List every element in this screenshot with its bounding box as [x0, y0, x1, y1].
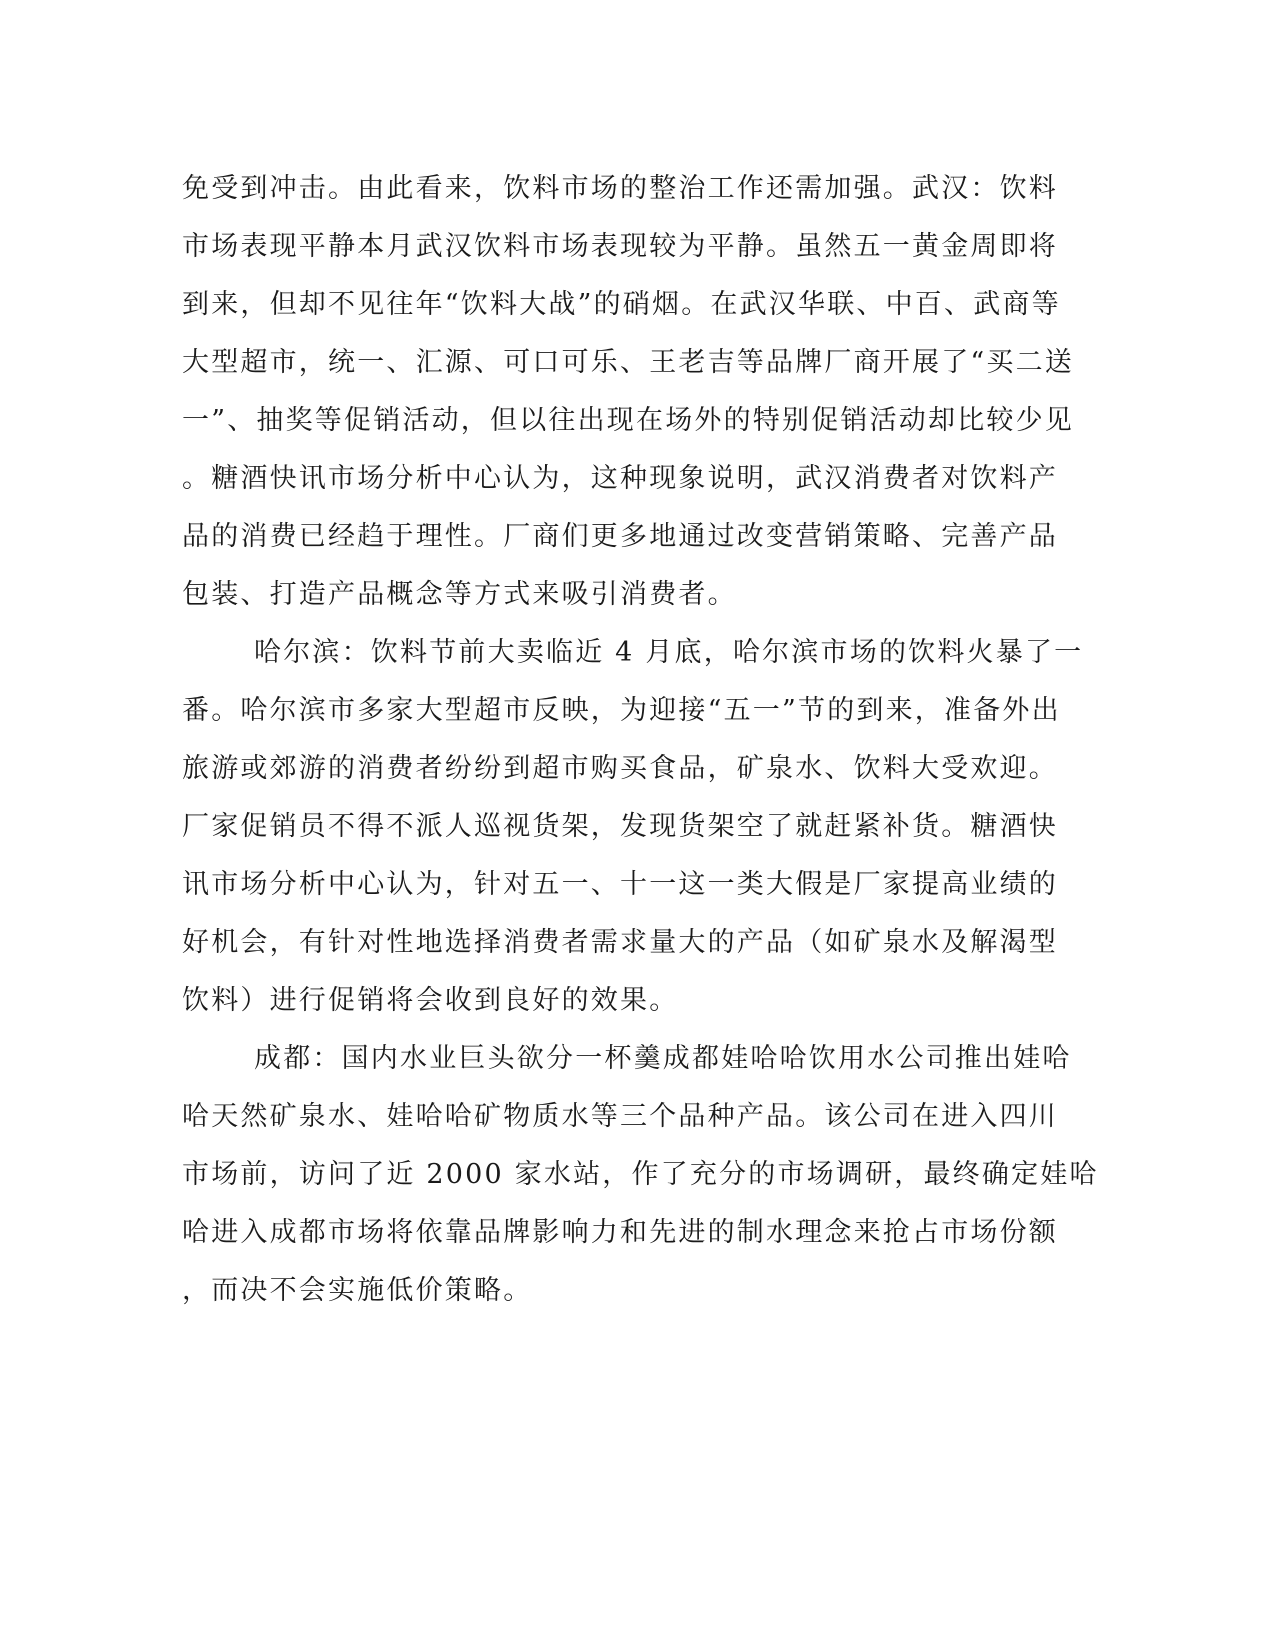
- text-line: 饮料）进行促销将会收到良好的效果。: [182, 985, 679, 1016]
- paragraph-start-chengdu: 成都：国内水业巨头欲分一杯羹成都娃哈哈饮用水公司推出娃哈: [254, 1043, 1072, 1074]
- text-line: 厂家促销员不得不派人巡视货架，发现货架空了就赶紧补货。糖酒快: [182, 811, 1058, 842]
- paragraph-start-harbin: 哈尔滨：饮料节前大卖临近 4 月底，哈尔滨市场的饮料火暴了一: [254, 637, 1084, 668]
- text-line: 免受到冲击。由此看来，饮料市场的整治工作还需加强。武汉：饮料: [182, 173, 1058, 204]
- text-line: 市场表现平静本月武汉饮料市场表现较为平静。虽然五一黄金周即将: [182, 231, 1058, 262]
- text-line: 一”、抽奖等促销活动，但以往出现在场外的特别促销活动却比较少见: [182, 405, 1075, 436]
- text-line: ，而决不会实施低价策略。: [182, 1275, 533, 1306]
- text-line: 番。哈尔滨市多家大型超市反映，为迎接“五一”节的到来，准备外出: [182, 695, 1061, 726]
- text-line: 品的消费已经趋于理性。厂商们更多地通过改变营销策略、完善产品: [182, 521, 1058, 552]
- text-line: 市场前，访问了近 2000 家水站，作了充分的市场调研，最终确定娃哈: [182, 1159, 1099, 1190]
- text-line: 哈进入成都市场将依靠品牌影响力和先进的制水理念来抢占市场份额: [182, 1217, 1058, 1248]
- document-body: [182, 160, 1099, 1320]
- text-line: 包装、打造产品概念等方式来吸引消费者。: [182, 579, 737, 610]
- text-line: 旅游或郊游的消费者纷纷到超市购买食品，矿泉水、饮料大受欢迎。: [182, 753, 1058, 784]
- text-line: 。糖酒快讯市场分析中心认为，这种现象说明，武汉消费者对饮料产: [182, 463, 1058, 494]
- text-line: 讯市场分析中心认为，针对五一、十一这一类大假是厂家提高业绩的: [182, 869, 1058, 900]
- text-line: 大型超市，统一、汇源、可口可乐、王老吉等品牌厂商开展了“买二送: [182, 347, 1075, 378]
- text-line: 到来，但却不见往年“饮料大战”的硝烟。在武汉华联、中百、武商等: [182, 289, 1061, 320]
- text-line: 哈天然矿泉水、娃哈哈矿物质水等三个品种产品。该公司在进入四川: [182, 1101, 1058, 1132]
- text-line: 好机会，有针对性地选择消费者需求量大的产品（如矿泉水及解渴型: [182, 927, 1058, 958]
